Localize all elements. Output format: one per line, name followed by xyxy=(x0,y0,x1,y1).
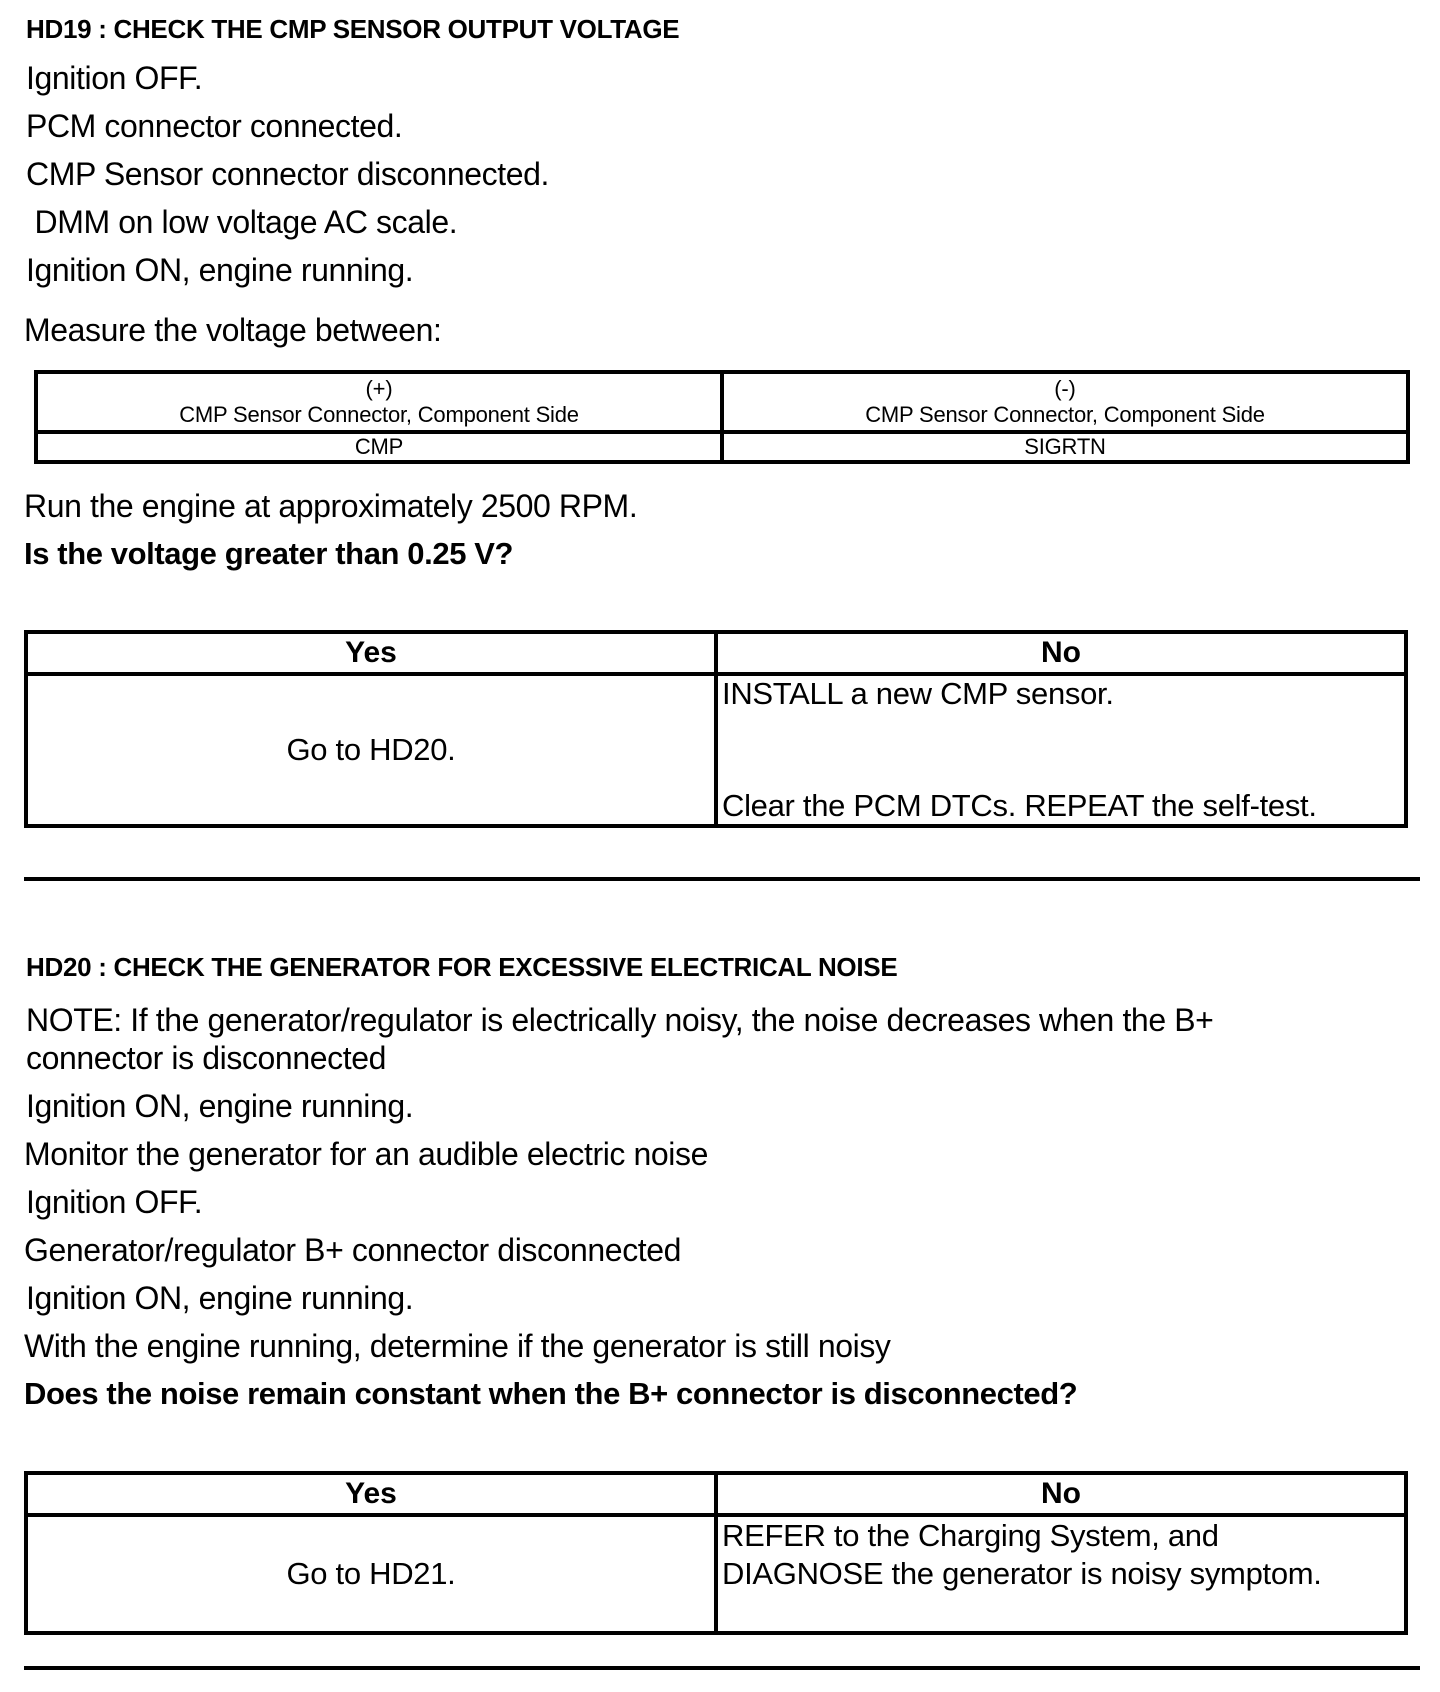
yes-action: Go to HD20. xyxy=(26,674,716,826)
negative-location: CMP Sensor Connector, Component Side xyxy=(865,402,1265,427)
no-header: No xyxy=(716,632,1406,674)
hd20-step: Generator/regulator B+ connector disconnected xyxy=(24,1232,682,1268)
no-action-line-1: REFER to the Charging System, and xyxy=(722,1518,1219,1553)
hd20-step: With the engine running, determine if the generator is still noisy xyxy=(24,1328,891,1364)
negative-pin: SIGRTN xyxy=(722,432,1408,462)
hd20-note-line-1: NOTE: If the generator/regulator is electrically noisy, the noise decreases when the B+ xyxy=(26,1002,1214,1038)
negative-polarity: (-) xyxy=(1054,376,1076,401)
hd20-decision-table xyxy=(24,1471,1408,1635)
positive-polarity: (+) xyxy=(365,376,393,401)
hd19-title: HD19 : CHECK THE CMP SENSOR OUTPUT VOLTAGE xyxy=(26,14,680,44)
yes-action: Go to HD21. xyxy=(26,1515,716,1633)
no-action-line-2: Clear the PCM DTCs. REPEAT the self-test. xyxy=(722,788,1317,823)
yes-header: Yes xyxy=(26,1473,716,1515)
hd20-step: Monitor the generator for an audible electric noise xyxy=(24,1136,709,1172)
hd19-step: CMP Sensor connector disconnected. xyxy=(26,156,549,192)
hd20-step: Ignition ON, engine running. xyxy=(26,1280,414,1316)
no-action-cell xyxy=(716,674,1406,826)
hd19-run-step: Run the engine at approximately 2500 RPM. xyxy=(24,488,638,524)
no-header: No xyxy=(716,1473,1406,1515)
no-action-line-2: DIAGNOSE the generator is noisy symptom. xyxy=(722,1556,1322,1591)
section-divider xyxy=(24,877,1420,881)
hd19-step: Ignition OFF. xyxy=(26,60,203,96)
hd20-title: HD20 : CHECK THE GENERATOR FOR EXCESSIVE ELECTRICAL NOISE xyxy=(26,952,898,982)
hd20-note-line-2: connector is disconnected xyxy=(26,1040,387,1076)
yes-header: Yes xyxy=(26,632,716,674)
hd20-step: Ignition ON, engine running. xyxy=(26,1088,414,1124)
hd19-step: DMM on low voltage AC scale. xyxy=(26,204,458,240)
hd20-question: Does the noise remain constant when the B+ connector is disconnected? xyxy=(24,1376,1078,1411)
hd19-step: Ignition ON, engine running. xyxy=(26,252,414,288)
no-action-line-1: INSTALL a new CMP sensor. xyxy=(722,676,1114,711)
hd19-decision-table xyxy=(24,630,1408,828)
section-divider xyxy=(24,1666,1420,1670)
hd19-step: PCM connector connected. xyxy=(26,108,403,144)
no-action-cell xyxy=(716,1515,1406,1633)
positive-pin: CMP xyxy=(36,432,722,462)
positive-location: CMP Sensor Connector, Component Side xyxy=(179,402,579,427)
hd19-question: Is the voltage greater than 0.25 V? xyxy=(24,536,514,571)
hd20-step: Ignition OFF. xyxy=(26,1184,203,1220)
positive-lead-header xyxy=(36,372,722,432)
hd19-measure-intro: Measure the voltage between: xyxy=(24,312,442,348)
measurement-table xyxy=(34,370,1410,464)
negative-lead-header xyxy=(722,372,1408,432)
